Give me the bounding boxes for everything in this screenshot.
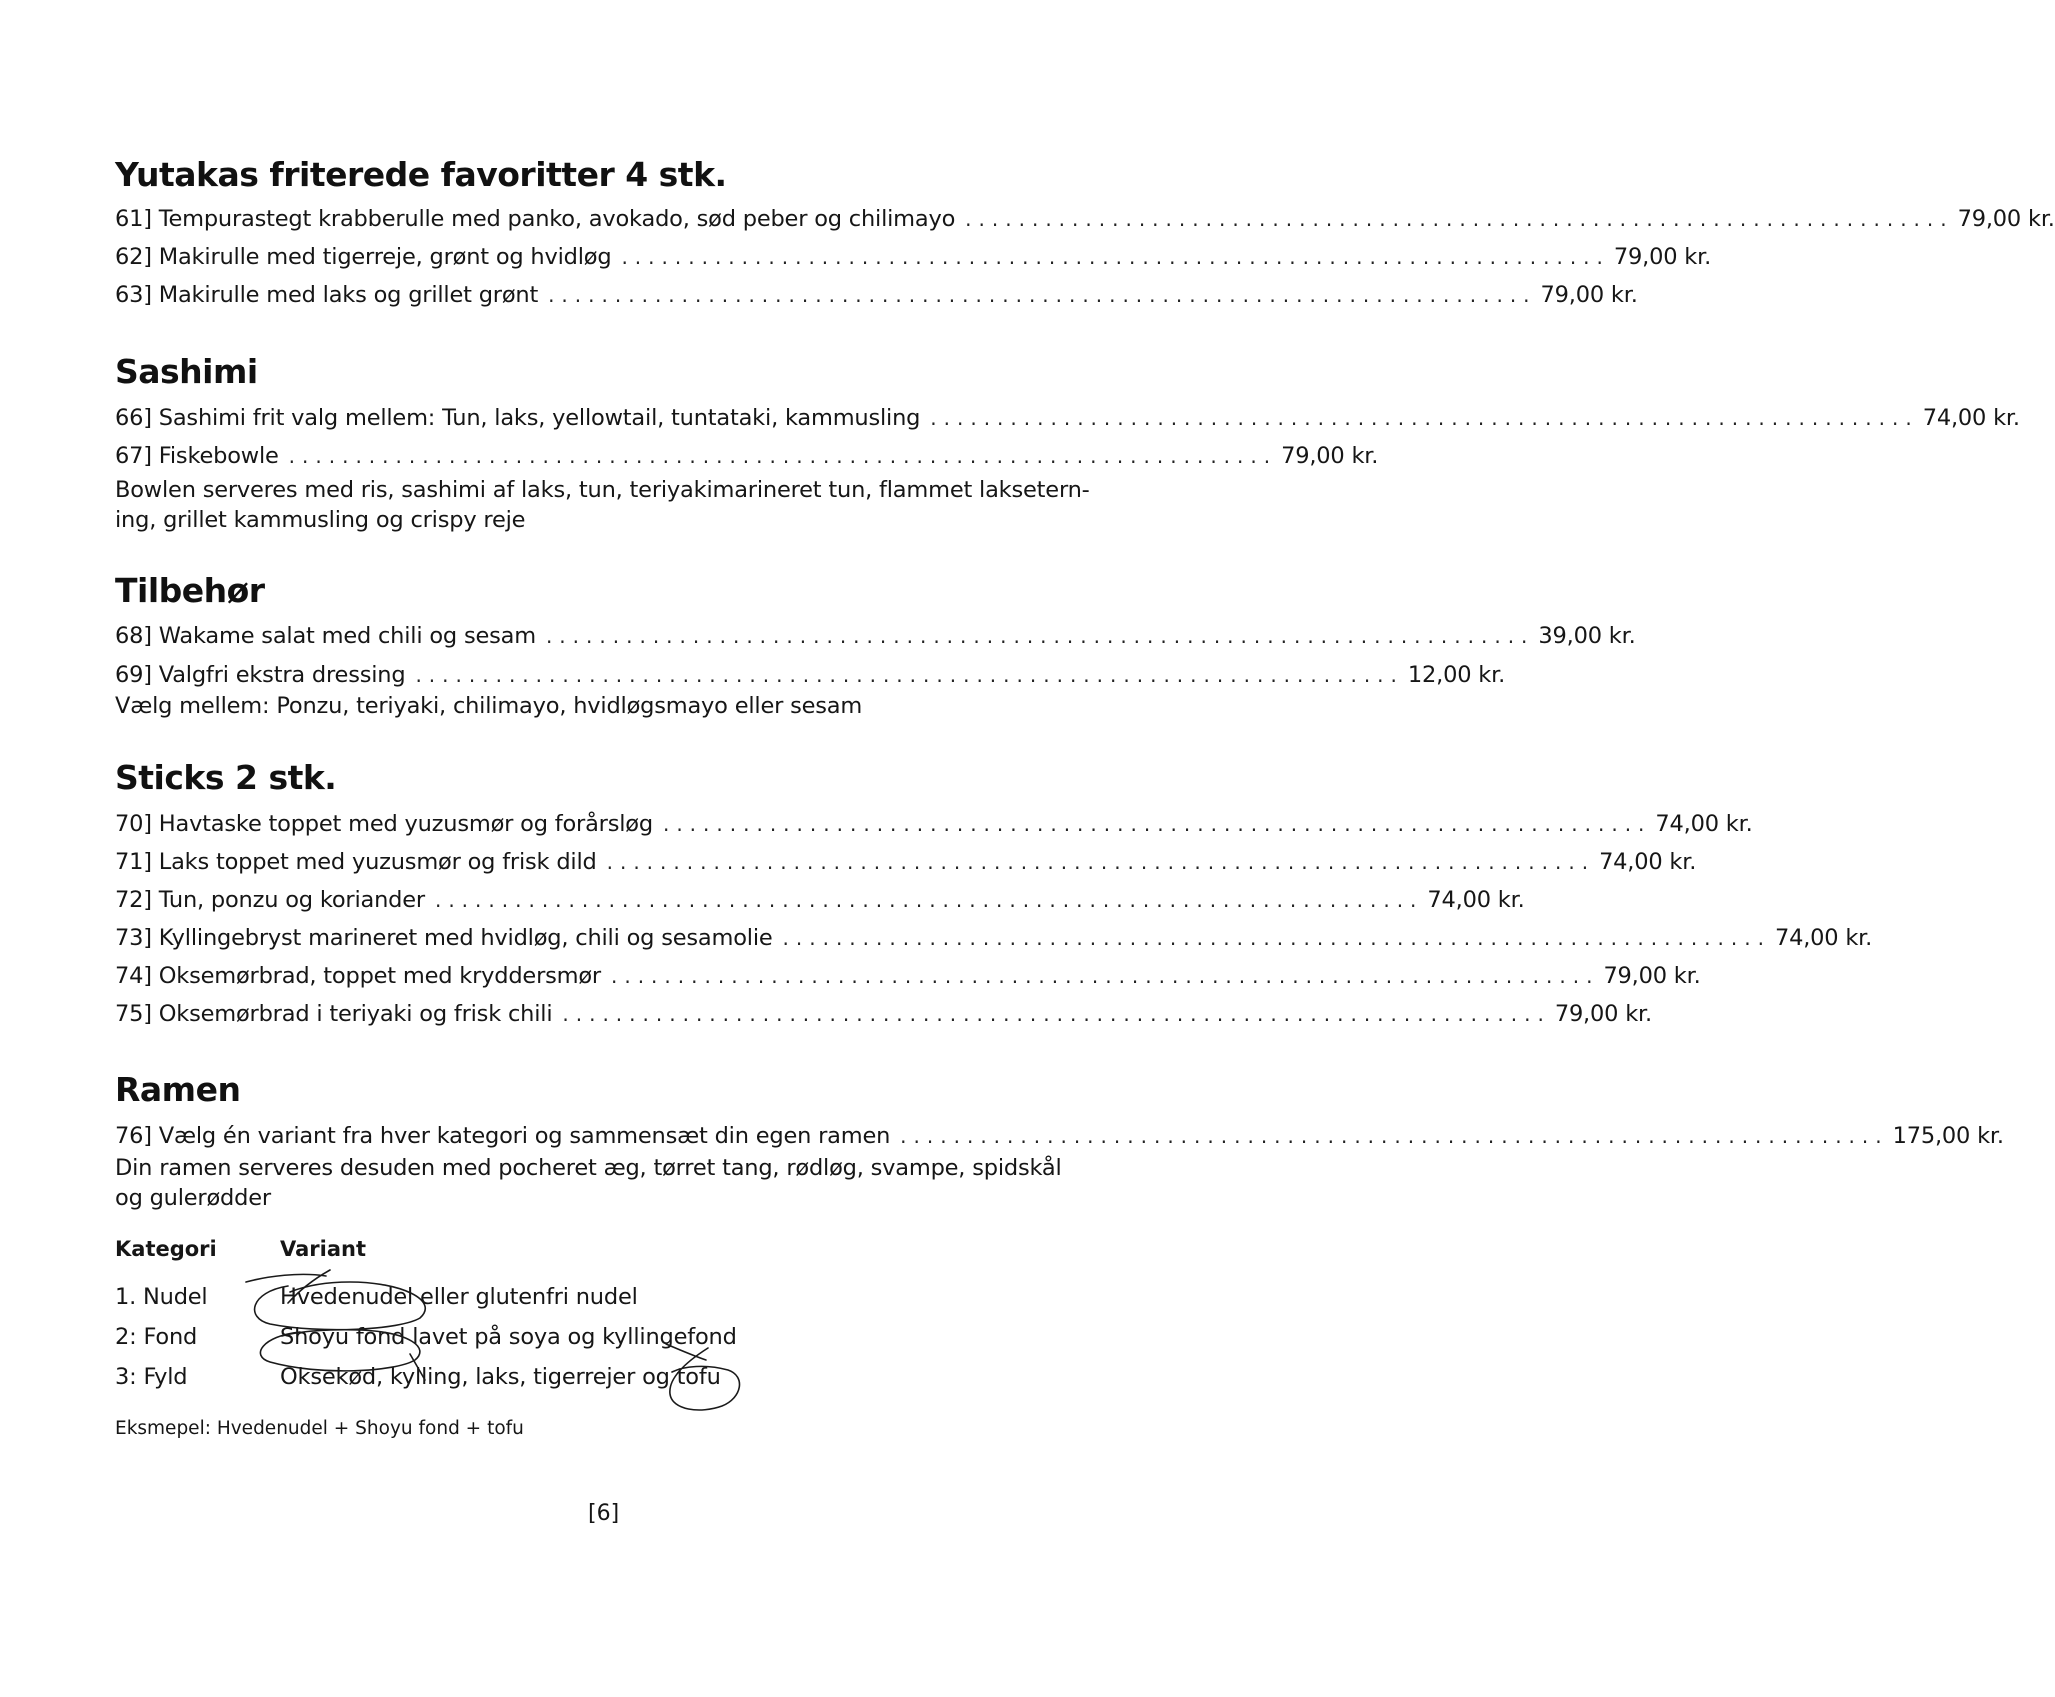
item-price: 74,00 kr. — [1922, 405, 2020, 431]
item-price: 39,00 kr. — [1538, 623, 1636, 649]
menu-item — [115, 206, 2055, 238]
item-name: 61] Tempurastegt krabberulle med panko, avokado, sød peber og chilimayo — [115, 206, 956, 232]
item-price: 79,00 kr. — [1613, 244, 1712, 270]
leader-dots: .......................................................................... — [545, 624, 1535, 648]
item-price: 74,00 kr. — [1599, 849, 1697, 875]
section-title-fried: Yutakas friterede favoritter 4 stk. — [115, 155, 727, 194]
item-price: 12,00 kr. — [1407, 662, 1506, 688]
item-name: 66] Sashimi frit valg mellem: Tun, laks, yellowtail, tuntataki, kammusling — [115, 405, 921, 431]
table-cell-variant: Shoyu fond lavet på soya og kyllingefond — [280, 1324, 737, 1350]
menu-item — [115, 811, 1753, 843]
leader-dots: .......................................................................... — [782, 926, 1771, 950]
leader-dots: .......................................................................... — [288, 444, 1278, 468]
menu-item — [115, 244, 1712, 276]
item-price: 79,00 kr. — [1540, 282, 1638, 308]
section-title-sticks: Sticks 2 stk. — [115, 758, 337, 797]
section-title-sashimi: Sashimi — [115, 352, 258, 391]
menu-item — [115, 887, 1525, 919]
table-header-category: Kategori — [115, 1237, 217, 1261]
item-price: 79,00 kr. — [1957, 206, 2055, 232]
leader-dots: .......................................................................... — [900, 1124, 1889, 1148]
item-description: Bowlen serveres med ris, sashimi af laks, tun, teriyakimarineret tun, flammet laksetern-ing, grillet kammusling og crispy reje — [115, 477, 1090, 533]
menu-item — [115, 443, 1379, 475]
item-name: 76] Vælg én variant fra hver kategori og sammensæt din egen ramen — [115, 1123, 891, 1149]
menu-item — [115, 282, 1638, 314]
menu-item — [115, 405, 2020, 437]
item-price: 79,00 kr. — [1281, 443, 1379, 469]
item-price: 74,00 kr. — [1774, 925, 1873, 951]
section-title-ramen: Ramen — [115, 1070, 241, 1109]
leader-dots: .......................................................................... — [434, 888, 1424, 912]
item-name: 75] Oksemørbrad i teriyaki og frisk chili — [115, 1001, 553, 1027]
menu-item — [115, 925, 1873, 957]
item-name: 70] Havtaske toppet med yuzusmør og forårsløg — [115, 811, 653, 837]
table-cell-category: 1. Nudel — [115, 1284, 208, 1310]
item-name: 71] Laks toppet med yuzusmør og frisk dild — [115, 849, 597, 875]
item-price: 79,00 kr. — [1603, 963, 1701, 989]
table-cell-category: 3: Fyld — [115, 1364, 188, 1390]
table-cell-variant: Oksekød, kylling, laks, tigerrejer og tofu — [280, 1364, 721, 1390]
item-name: 68] Wakame salat med chili og sesam — [115, 623, 536, 649]
item-name: 72] Tun, ponzu og koriander — [115, 887, 425, 913]
menu-item — [115, 1001, 1652, 1033]
leader-dots: .......................................................................... — [965, 207, 1954, 231]
menu-item — [115, 623, 1636, 655]
leader-dots: .......................................................................... — [548, 283, 1537, 307]
table-cell-variant: Hvedenudel eller glutenfri nudel — [280, 1284, 638, 1310]
menu-item — [115, 1123, 2004, 1155]
item-price: 175,00 kr. — [1892, 1123, 2004, 1149]
pen-stroke — [246, 1274, 326, 1282]
menu-item — [115, 662, 1506, 694]
table-header-variant: Variant — [280, 1237, 366, 1261]
leader-dots: .......................................................................... — [562, 1002, 1551, 1026]
leader-dots: .......................................................................... — [662, 812, 1652, 836]
menu-item — [115, 963, 1701, 995]
menu-item — [115, 849, 1697, 881]
table-cell-category: 2: Fond — [115, 1324, 198, 1350]
item-description: Din ramen serveres desuden med pocheret æg, tørret tang, rødløg, svampe, spidskål og gulerødder — [115, 1155, 1062, 1211]
section-title-sides: Tilbehør — [115, 571, 265, 610]
leader-dots: .......................................................................... — [930, 406, 1919, 430]
example-note: Eksmepel: Hvedenudel + Shoyu fond + tofu — [115, 1418, 524, 1439]
item-price: 74,00 kr. — [1427, 887, 1525, 913]
item-name: 74] Oksemørbrad, toppet med kryddersmør — [115, 963, 601, 989]
item-name: 62] Makirulle med tigerreje, grønt og hvidløg — [115, 244, 612, 270]
leader-dots: .......................................................................... — [621, 245, 1610, 269]
leader-dots: .......................................................................... — [415, 663, 1404, 687]
leader-dots: .......................................................................... — [610, 964, 1600, 988]
item-name: 73] Kyllingebryst marineret med hvidløg, chili og sesamolie — [115, 925, 773, 951]
leader-dots: .......................................................................... — [606, 850, 1596, 874]
item-description: Vælg mellem: Ponzu, teriyaki, chilimayo, hvidløgsmayo eller sesam — [115, 693, 863, 719]
item-name: 67] Fiskebowle — [115, 443, 279, 469]
item-name: 69] Valgfri ekstra dressing — [115, 662, 406, 688]
item-price: 79,00 kr. — [1554, 1001, 1652, 1027]
page-number: [6] — [588, 1501, 620, 1526]
item-price: 74,00 kr. — [1655, 811, 1753, 837]
item-name: 63] Makirulle med laks og grillet grønt — [115, 282, 539, 308]
